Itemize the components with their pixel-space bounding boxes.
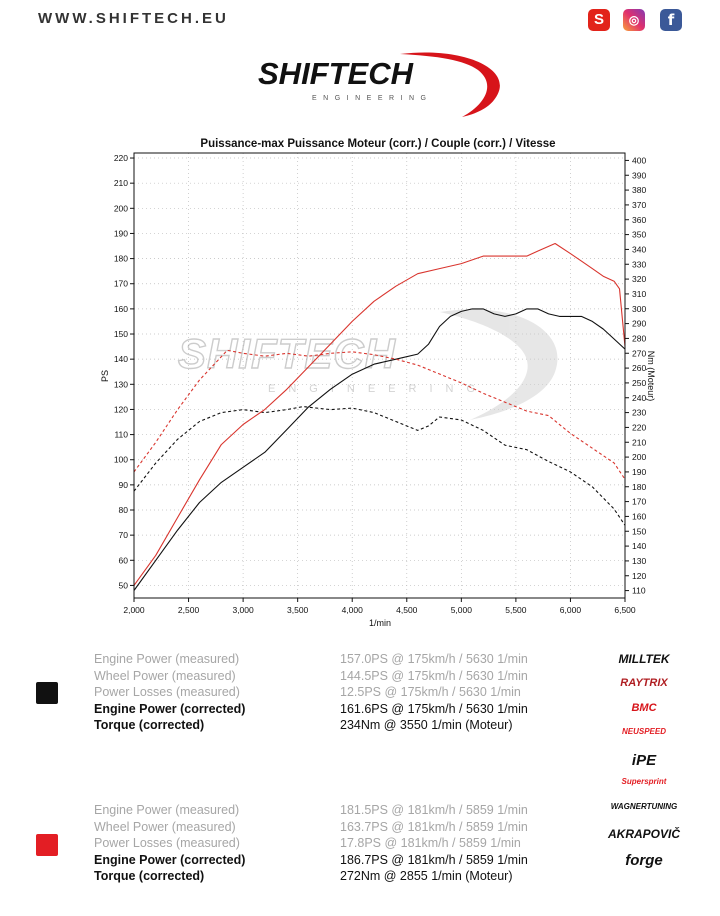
y-tick-label: 160 (113, 303, 128, 314)
x-tick-label: 5,000 (450, 605, 472, 615)
tuned-row-value: 181.5PS @ 181km/h / 5859 1/min (340, 803, 528, 817)
stock-row-value: 12.5PS @ 175km/h / 5630 1/min (340, 685, 521, 699)
y2-tick-label: 310 (632, 288, 647, 299)
y-tick-label: 70 (118, 530, 128, 541)
y2-tick-label: 350 (632, 229, 647, 240)
logo-wordmark: SHIFTECH (258, 56, 413, 91)
tuned-row-value: 163.7PS @ 181km/h / 5859 1/min (340, 819, 528, 834)
tuned-row-value: 186.7PS @ 181km/h / 5859 1/min (340, 852, 528, 867)
y2-tick-label: 290 (632, 318, 647, 329)
x-tick-label: 3,000 (232, 605, 254, 615)
y2-tick-label: 150 (632, 526, 647, 537)
y2-tick-label: 190 (632, 466, 647, 477)
y-tick-label: 150 (113, 329, 128, 340)
y-tick-label: 140 (113, 354, 128, 365)
logo-tagline: ENGINEERING (312, 95, 433, 102)
sponsor-logo-raytrix[interactable]: RAYTRIX (620, 677, 668, 689)
y2-tick-label: 260 (632, 363, 647, 374)
stock-row-value: 157.0PS @ 175km/h / 5630 1/min (340, 652, 528, 666)
tuned-row-label: Power Losses (measured) (94, 836, 240, 850)
x-tick-label: 2,000 (123, 605, 145, 615)
tuned-row-value: 17.8PS @ 181km/h / 5859 1/min (340, 836, 521, 850)
sponsor-logo-akrapovi[interactable]: AKRAPOVIČ (607, 827, 680, 841)
y-tick-label: 90 (118, 479, 128, 490)
y2-tick-label: 360 (632, 214, 647, 225)
y-tick-label: 120 (113, 404, 128, 415)
y2-tick-label: 140 (632, 541, 647, 552)
watermark-wordmark: SHIFTECH (178, 330, 396, 377)
y2-tick-label: 340 (632, 244, 647, 255)
sponsor-logo-neuspeed[interactable]: NEUSPEED (621, 727, 666, 736)
x-tick-label: 4,000 (341, 605, 363, 615)
y2-tick-label: 300 (632, 303, 647, 314)
y2-tick-label: 370 (632, 199, 647, 210)
y-tick-label: 130 (113, 379, 128, 390)
y2-tick-label: 280 (632, 333, 647, 344)
y-tick-label: 200 (113, 203, 128, 214)
shiftech-watermark (178, 309, 557, 420)
y-tick-label: 170 (113, 278, 128, 289)
y2-tick-label: 170 (632, 496, 647, 507)
y-tick-label: 110 (114, 429, 128, 440)
instagram-icon[interactable]: ◎ (623, 9, 645, 31)
y2-tick-label: 130 (632, 555, 647, 566)
y2-tick-label: 180 (632, 481, 647, 492)
stock-row-label: Power Losses (measured) (94, 685, 240, 699)
stock-row-label: Engine Power (corrected) (94, 701, 246, 716)
x-axis-label: 1/min (368, 618, 392, 628)
site-url[interactable]: WWW.SHIFTECH.EU (38, 10, 229, 27)
stock-row-label: Wheel Power (measured) (94, 668, 236, 683)
tuned-row-label: Engine Power (measured) (94, 803, 240, 817)
y2-tick-label: 380 (632, 185, 647, 196)
x-tick-label: 5,500 (505, 605, 527, 615)
stock-row-value: 161.6PS @ 175km/h / 5630 1/min (340, 701, 528, 716)
stock-legend-swatch (36, 682, 58, 704)
y-tick-label: 180 (113, 253, 128, 264)
x-tick-label: 4,500 (396, 605, 418, 615)
facebook-icon[interactable]: f (660, 9, 682, 31)
sponsor-logo-bmc[interactable]: BMC (631, 702, 657, 714)
sponsor-logo-forge[interactable]: forge (625, 852, 663, 869)
sponsor-logo-milltek[interactable]: MILLTEK (618, 652, 670, 666)
y2-tick-label: 110 (632, 585, 646, 596)
y-tick-label: 80 (118, 505, 128, 516)
y2-axis-label: Nm (Moteur) (646, 350, 656, 402)
y-tick-label: 100 (113, 454, 128, 465)
x-tick-label: 3,500 (287, 605, 309, 615)
watermark-tagline: ENGINEERING (268, 383, 489, 395)
y-tick-label: 50 (118, 580, 128, 591)
tuned-power-line (134, 244, 625, 586)
x-tick-label: 6,500 (614, 605, 636, 615)
stock-row-value: 144.5PS @ 175km/h / 5630 1/min (340, 668, 528, 683)
shiftech-social-icon[interactable]: S (588, 9, 610, 31)
y2-tick-label: 320 (632, 274, 647, 285)
y2-tick-label: 220 (632, 422, 647, 433)
sponsor-logo-ipe[interactable]: iPE (631, 752, 657, 769)
tuned-row-label: Torque (corrected) (94, 869, 205, 883)
x-tick-label: 6,000 (559, 605, 582, 615)
stock-row-label: Torque (corrected) (94, 718, 205, 732)
y-tick-label: 60 (118, 555, 128, 566)
tuned-row-label: Wheel Power (measured) (94, 819, 236, 834)
y-tick-label: 220 (113, 153, 128, 164)
chart-title: Puissance-max Puissance Moteur (corr.) / Couple (corr.) / Vitesse (200, 138, 556, 150)
y2-tick-label: 390 (632, 170, 647, 181)
tuned-row-label: Engine Power (corrected) (94, 852, 246, 867)
y2-tick-label: 240 (632, 392, 647, 403)
y2-tick-label: 210 (632, 437, 647, 448)
y2-tick-label: 160 (632, 511, 647, 522)
y2-tick-label: 120 (632, 570, 647, 581)
y-axis-label: PS (100, 369, 110, 383)
sponsor-logo-supersprint[interactable]: Supersprint (621, 777, 667, 786)
y2-tick-label: 270 (632, 348, 647, 359)
y-tick-label: 210 (113, 178, 128, 189)
y2-tick-label: 330 (632, 259, 647, 270)
tuned-legend-swatch (36, 834, 58, 856)
x-tick-label: 2,500 (177, 605, 200, 615)
y2-tick-label: 200 (632, 452, 647, 463)
y-tick-label: 190 (113, 228, 128, 239)
y2-tick-label: 400 (632, 155, 647, 166)
chart-series (134, 244, 625, 591)
y2-tick-label: 230 (632, 407, 647, 418)
sponsor-logo-wagnertuning[interactable]: WAGNERTUNING (610, 802, 678, 811)
y2-tick-label: 250 (632, 377, 647, 388)
tuned-row-value: 272Nm @ 2855 1/min (Moteur) (340, 869, 513, 883)
stock-row-value: 234Nm @ 3550 1/min (Moteur) (340, 718, 513, 732)
stock-row-label: Engine Power (measured) (94, 652, 240, 666)
